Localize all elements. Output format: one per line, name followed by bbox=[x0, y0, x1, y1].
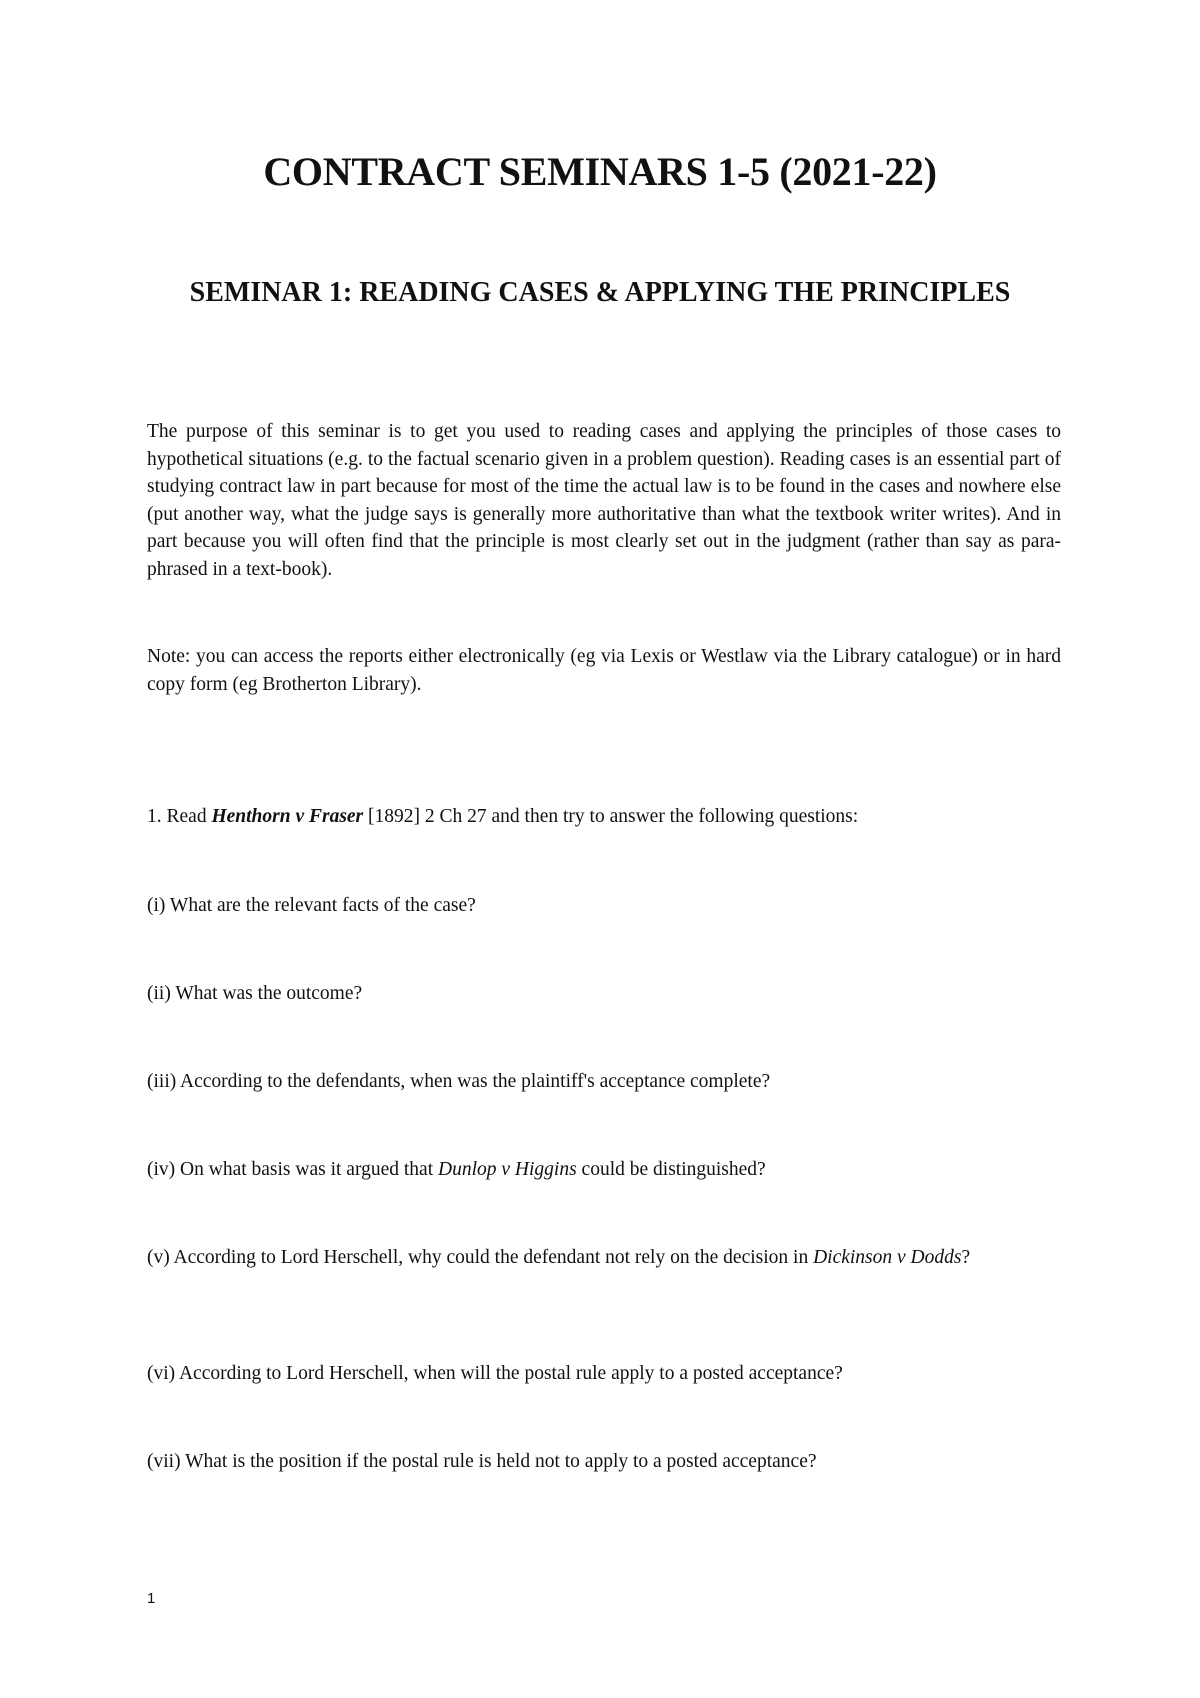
document-title: CONTRACT SEMINARS 1-5 (2021-22) bbox=[263, 149, 937, 194]
case-name: Dunlop v Higgins bbox=[438, 1159, 577, 1180]
question-iii: (iii) According to the defendants, when was the plaintiff's acceptance complete? bbox=[147, 1071, 771, 1092]
task-1-suffix: [1892] 2 Ch 27 and then try to answer the following questions: bbox=[363, 806, 859, 827]
question-vi: (vi) According to Lord Herschell, when will the postal rule apply to a posted acceptance? bbox=[147, 1363, 843, 1384]
case-name: Henthorn v Fraser bbox=[211, 806, 364, 827]
question-ii: (ii) What was the outcome? bbox=[147, 983, 363, 1004]
question-v bbox=[147, 1244, 1047, 1272]
question-iv-pre: (iv) On what basis was it argued that bbox=[147, 1159, 438, 1180]
intro-paragraph: The purpose of this seminar is to get you used to reading cases and applying the principles of those cases to hypothetical situations (e.g. to the factual scenario given in a problem question). Reading cases is an essential part of studying contract law in part because for most of the time the actual law is to be found in the cases and nowhere else (put another way, what the judge says is generally more authoritative than what the textbook writer writes). And in part because you will often find that the principle is most clearly set out in the judgment (rather than say as para-phrased in a text-book). bbox=[147, 421, 1061, 580]
seminar-heading: SEMINAR 1: READING CASES & APPLYING THE PRINCIPLES bbox=[189, 277, 1011, 308]
question-iv-post: could be distinguished? bbox=[576, 1159, 766, 1180]
question-v-post: ? bbox=[961, 1247, 971, 1268]
page-number: 1 bbox=[147, 1590, 156, 1607]
task-1 bbox=[147, 803, 1061, 831]
question-v-pre: (v) According to Lord Herschell, why could the defendant not rely on the decision in bbox=[147, 1247, 814, 1268]
task-1-prefix: 1. Read bbox=[147, 806, 212, 827]
question-vii: (vii) What is the position if the postal rule is held not to apply to a posted acceptance? bbox=[147, 1451, 817, 1472]
case-name: Dickinson v Dodds bbox=[813, 1247, 962, 1268]
question-iv bbox=[147, 1156, 1061, 1184]
note-paragraph: Note: you can access the reports either electronically (eg via Lexis or Westlaw via the Library catalogue) or in hard copy form (eg Brotherton Library). bbox=[147, 646, 1061, 695]
question-i: (i) What are the relevant facts of the case? bbox=[147, 895, 476, 916]
